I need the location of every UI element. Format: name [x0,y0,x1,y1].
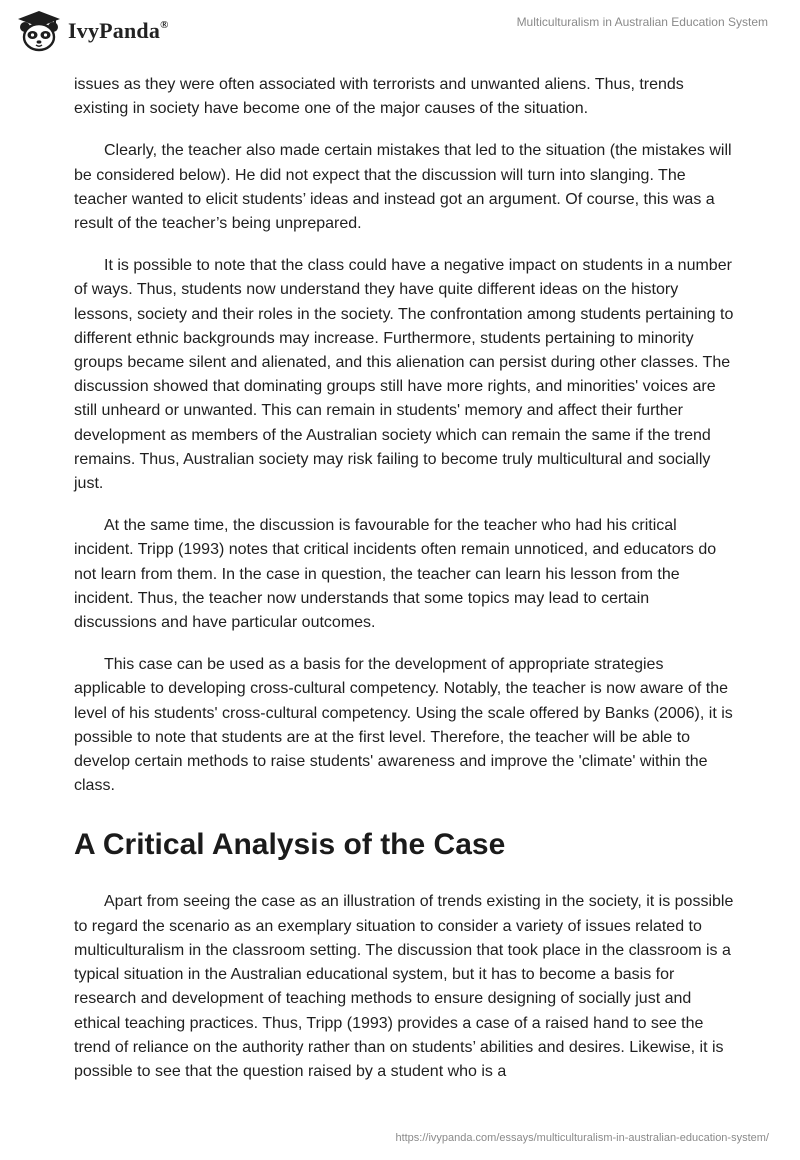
panda-graduate-icon [16,9,62,53]
paragraph: issues as they were often associated with terrorists and unwanted aliens. Thus, trends existing in society have become one of the major causes of the situation. [74,76,684,118]
paragraph: Clearly, the teacher also made certain mistakes that led to the situation (the mistakes will be considered below). He did not expect that the discussion will turn into slanging. The teacher wanted to elicit students’ ideas and instead got an argument. Of course, this was a result of the teacher’s being unprepared. [74,142,732,233]
paragraph: This case can be used as a basis for the development of appropriate strategies applicable to developing cross-cultural competency. Notably, the teacher is now aware of the level of his students' cross-cultural competency. Using the scale offered by Banks (2006), it is possible to note that students are at the first level. Therefore, the teacher will be able to develop certain methods to raise students' awareness and improve the 'climate' within the class. [74,656,733,795]
page-header [0,0,800,70]
paragraph: Apart from seeing the case as an illustration of trends existing in the society, it is possible to regard the scenario as an exemplary situation to consider a variety of issues related to multiculturalism in the classroom setting. The discussion that took place in the classroom is a typical situation in the Australian educational system, but it has to become a basis for research and development of teaching methods to ensure designing of socially just and ethical teaching practices. Thus, Tripp (1993) provides a case of a raised hand to see the trend of reliance on the authority rather than on students’ abilities and desires. Likewise, it is possible to see that the question raised by a student who is a [74,893,734,1080]
paragraph: At the same time, the discussion is favourable for the teacher who had his critical incident. Tripp (1993) notes that critical incidents often remain unnoticed, and educators do not learn from them. In the case in question, the teacher can learn his lesson from the incident. Thus, the teacher now understands that some topics may lead to certain discussions and have particular outcomes. [74,517,717,632]
article-body [74,70,734,1102]
source-url[interactable]: https://ivypanda.com/essays/multiculturalism-in-australian-education-system/ [395,1132,769,1144]
brand-name: IvyPanda® [68,18,169,43]
paragraph: It is possible to note that the class could have a negative impact on students in a number of ways. Thus, students now understand they have quite different ideas on the history lessons, society and their roles in the society. The confrontation among students pertaining to different ethnic backgrounds may increase. Furthermore, students pertaining to minority groups became silent and alienated, and this alienation can persist during other classes. The discussion showed that dominating groups still have more rights, and minorities' voices are still unheard or unwanted. This can remain in students' memory and affect their further development as members of the Australian society which can remain the same if the trend remains. Thus, Australian society may risk failing to become truly multicultural and socially just. [74,257,734,493]
ivypanda-logo[interactable] [16,9,169,53]
document-title: Multiculturalism in Australian Education System [516,15,768,29]
section-heading: A Critical Analysis of the Case [74,828,506,862]
